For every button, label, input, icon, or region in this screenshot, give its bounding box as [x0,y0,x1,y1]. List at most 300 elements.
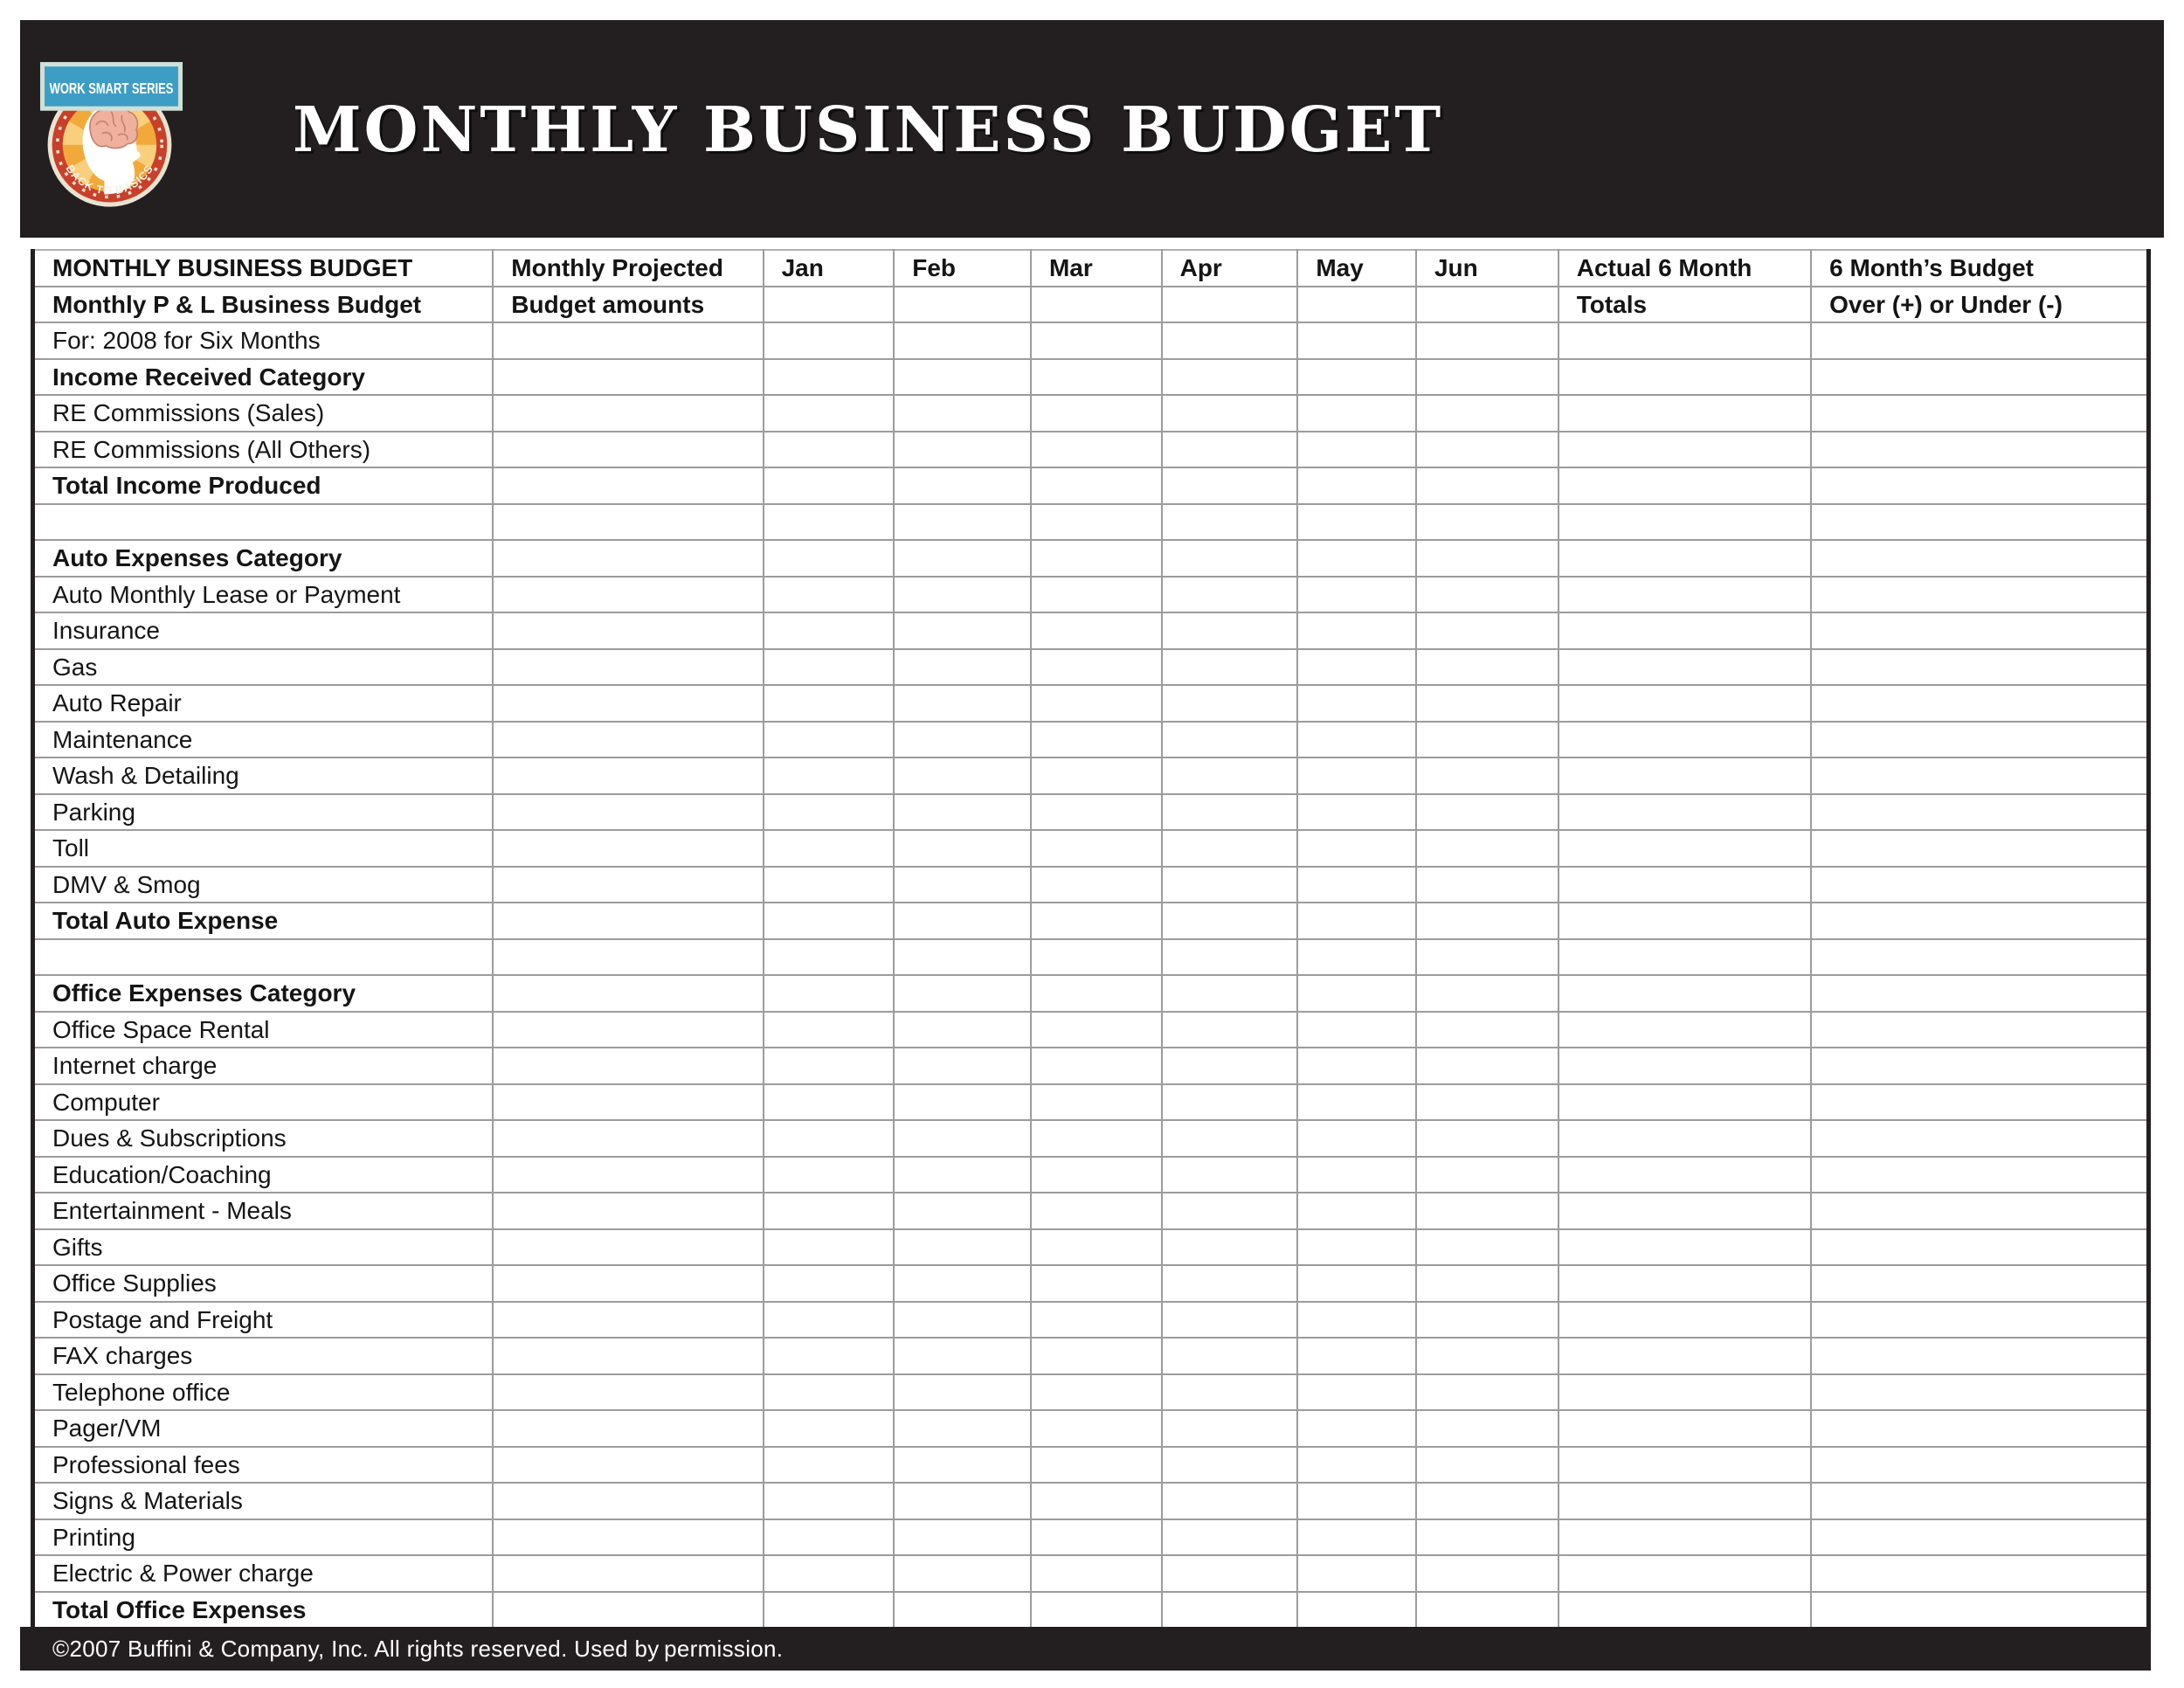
data-cell [1162,867,1298,903]
data-cell [894,867,1031,903]
data-cell [493,722,763,758]
row-label-cell: Gas [33,649,494,686]
data-cell [1162,1555,1298,1592]
data-cell [764,1048,895,1084]
data-cell [764,1265,895,1302]
row-label-cell: Gifts [33,1229,494,1266]
data-cell [1162,1483,1298,1519]
data-cell [493,975,763,1012]
data-cell [1031,467,1162,504]
data-cell [894,685,1031,722]
data-cell [493,1084,763,1121]
table-row [33,1447,2149,1484]
data-cell [493,1592,763,1629]
data-cell [1559,540,1811,577]
data-cell [1559,612,1811,649]
data-cell [1162,758,1298,794]
data-cell [1416,649,1559,686]
data-cell [894,1447,1031,1484]
data-cell [1162,395,1298,432]
row-label-cell: Total Office Expenses [33,1592,494,1629]
data-cell [764,867,895,903]
data-cell [1297,504,1416,541]
data-cell [1031,1265,1162,1302]
data-cell [1416,432,1559,468]
data-cell [1559,467,1811,504]
data-cell [1811,432,2148,468]
data-cell [493,1193,763,1229]
data-cell [1559,794,1811,831]
data-cell [1811,1592,2148,1629]
data-cell [1031,1048,1162,1084]
data-cell [764,794,895,831]
data-cell [1559,867,1811,903]
table-row [33,794,2149,831]
data-cell [1297,432,1416,468]
data-cell [1162,1447,1298,1484]
header-row [33,250,2149,287]
data-cell [1559,1555,1811,1592]
data-cell [1559,939,1811,976]
data-cell [894,722,1031,758]
data-cell [1031,758,1162,794]
row-label-cell: Printing [33,1519,494,1556]
data-cell [1811,830,2148,867]
data-cell [1297,1447,1416,1484]
data-cell [1416,1265,1559,1302]
data-cell [493,1519,763,1556]
data-cell [1162,1302,1298,1339]
data-cell [1297,1265,1416,1302]
data-cell [1416,577,1559,613]
row-label-cell: Office Space Rental [33,1012,494,1048]
table-row [33,903,2149,939]
data-cell [764,467,895,504]
column-header-cell [1031,287,1162,323]
data-cell [764,1483,895,1519]
header-row [33,287,2149,323]
data-cell [1031,794,1162,831]
data-cell [1811,612,2148,649]
data-cell [1162,1012,1298,1048]
data-cell [1297,1120,1416,1157]
data-cell [894,467,1031,504]
data-cell [894,1338,1031,1374]
data-cell [1162,903,1298,939]
data-cell [1559,649,1811,686]
data-cell [1811,1229,2148,1266]
data-cell [764,722,895,758]
brain-icon [90,105,138,148]
data-cell [764,395,895,432]
data-cell [1031,1084,1162,1121]
data-cell [764,830,895,867]
page-title: MONTHLY BUSINESS BUDGET [293,92,1444,166]
data-cell [1162,1592,1298,1629]
column-header-cell: Over (+) or Under (-) [1811,287,2148,323]
data-cell [764,975,895,1012]
data-cell [764,1338,895,1374]
column-header-cell: Mar [1031,250,1162,287]
table-row [33,1084,2149,1121]
row-label-cell: Pager/VM [33,1410,494,1447]
data-cell [1559,1338,1811,1374]
data-cell [493,1120,763,1157]
data-cell [493,649,763,686]
data-cell [1031,975,1162,1012]
data-cell [894,1120,1031,1157]
data-cell [1416,1338,1559,1374]
data-cell [493,504,763,541]
data-cell [1416,903,1559,939]
data-cell [493,1229,763,1266]
data-cell [1559,1265,1811,1302]
data-cell [493,794,763,831]
column-header-cell [1416,287,1559,323]
data-cell [1031,685,1162,722]
data-cell [1297,612,1416,649]
data-cell [1297,903,1416,939]
data-cell [1162,975,1298,1012]
row-label-cell: RE Commissions (Sales) [33,395,494,432]
data-cell [1162,685,1298,722]
data-cell [1416,1084,1559,1121]
data-cell [1162,1193,1298,1229]
table-row [33,1555,2149,1592]
data-cell [1162,359,1298,396]
data-cell [1416,612,1559,649]
column-header-cell: 6 Month’s Budget [1811,250,2148,287]
column-header-cell: Apr [1162,250,1298,287]
table-row [33,867,2149,903]
data-cell [1297,685,1416,722]
data-cell [1162,467,1298,504]
table-row [33,1193,2149,1229]
data-cell [1031,1193,1162,1229]
data-cell [1811,1410,2148,1447]
data-cell [1297,794,1416,831]
data-cell [764,1447,895,1484]
data-cell [1162,1084,1298,1121]
data-cell [1811,867,2148,903]
data-cell [764,432,895,468]
data-cell [1031,1592,1162,1629]
table-row [33,504,2149,541]
data-cell [764,649,895,686]
table-row [33,1012,2149,1048]
row-label-cell: FAX charges [33,1338,494,1374]
data-cell [1811,794,2148,831]
row-label-cell: Wash & Detailing [33,758,494,794]
data-cell [764,1084,895,1121]
data-cell [1031,1229,1162,1266]
data-cell [1162,1229,1298,1266]
data-cell [493,1555,763,1592]
column-header-cell: MONTHLY BUSINESS BUDGET [33,250,494,287]
data-cell [493,1410,763,1447]
data-cell [894,395,1031,432]
data-cell [1416,830,1559,867]
table-row [33,758,2149,794]
data-cell [764,1302,895,1339]
data-cell [1297,395,1416,432]
data-cell [493,1374,763,1411]
row-label-cell [33,504,494,541]
data-cell [1559,395,1811,432]
data-cell [1162,649,1298,686]
data-cell [493,1302,763,1339]
data-cell [894,577,1031,613]
row-label-cell: DMV & Smog [33,867,494,903]
row-label-cell: Auto Repair [33,685,494,722]
data-cell [1031,577,1162,613]
data-cell [1031,322,1162,359]
data-cell [1297,758,1416,794]
row-label-cell: Auto Monthly Lease or Payment [33,577,494,613]
data-cell [1162,577,1298,613]
row-label-cell: Internet charge [33,1048,494,1084]
data-cell [1811,649,2148,686]
data-cell [1416,1447,1559,1484]
data-cell [764,612,895,649]
footer-bar [20,1627,2151,1671]
data-cell [894,1410,1031,1447]
data-cell [1559,685,1811,722]
data-cell [1297,1592,1416,1629]
data-cell [1416,794,1559,831]
arc-text: BACK TO BASICS [63,162,156,197]
data-cell [1162,1048,1298,1084]
data-cell [764,540,895,577]
data-cell [493,685,763,722]
data-cell [1297,540,1416,577]
table-row [33,722,2149,758]
data-cell [1811,322,2148,359]
data-cell [1559,1012,1811,1048]
data-cell [1031,1483,1162,1519]
data-cell [1811,540,2148,577]
data-cell [1162,794,1298,831]
data-cell [493,1048,763,1084]
column-header-cell: Monthly P & L Business Budget [33,287,494,323]
column-header-cell: Budget amounts [493,287,763,323]
table-row [33,359,2149,396]
data-cell [1416,540,1559,577]
row-label-cell: Dues & Subscriptions [33,1120,494,1157]
data-cell [1416,1302,1559,1339]
data-cell [1416,504,1559,541]
banner-text: WORK SMART SERIES [49,79,174,97]
data-cell [1811,577,2148,613]
data-cell [1811,758,2148,794]
row-label-cell: Office Expenses Category [33,975,494,1012]
data-cell [493,903,763,939]
data-cell [493,1265,763,1302]
data-cell [1297,830,1416,867]
data-cell [1416,1229,1559,1266]
row-label-cell: Total Auto Expense [33,903,494,939]
data-cell [1162,432,1298,468]
row-label-cell [33,939,494,976]
data-cell [1559,903,1811,939]
work-smart-series-banner [43,64,181,108]
data-cell [1811,903,2148,939]
column-header-cell: Jan [764,250,895,287]
data-cell [1031,1410,1162,1447]
data-cell [1811,1555,2148,1592]
data-cell [1297,1338,1416,1374]
data-cell [1162,1374,1298,1411]
data-cell [1297,722,1416,758]
data-cell [493,867,763,903]
data-cell [894,1048,1031,1084]
data-cell [764,903,895,939]
data-cell [894,1229,1031,1266]
data-cell [894,1265,1031,1302]
data-cell [764,685,895,722]
table-row [33,467,2149,504]
data-cell [1559,359,1811,396]
data-cell [1416,1519,1559,1556]
data-cell [1559,577,1811,613]
data-cell [493,612,763,649]
data-cell [894,1012,1031,1048]
data-cell [894,939,1031,976]
data-cell [1031,540,1162,577]
data-cell [1559,975,1811,1012]
data-cell [1162,939,1298,976]
data-cell [764,1012,895,1048]
data-cell [894,758,1031,794]
header-bar [20,20,2164,238]
data-cell [1811,1483,2148,1519]
row-label-cell: Income Received Category [33,359,494,396]
data-cell [764,359,895,396]
column-header-cell [1162,287,1298,323]
row-label-cell: Toll [33,830,494,867]
column-header-cell: Feb [894,250,1031,287]
data-cell [1416,867,1559,903]
table-row [33,1157,2149,1193]
data-cell [493,1447,763,1484]
data-cell [764,939,895,976]
data-cell [1297,649,1416,686]
data-cell [1031,1338,1162,1374]
data-cell [1416,1048,1559,1084]
data-cell [1162,1338,1298,1374]
data-cell [1162,830,1298,867]
column-header-cell: Totals [1559,287,1811,323]
data-cell [894,903,1031,939]
data-cell [1162,1519,1298,1556]
table-row [33,649,2149,686]
data-cell [1162,1265,1298,1302]
column-header-cell: Actual 6 Month [1559,250,1811,287]
data-cell [1811,395,2148,432]
table-row [33,612,2149,649]
copyright-text: ©2007 Buffini & Company, Inc. All rights reserved. Used by permission. [52,1635,784,1662]
data-cell [1559,1410,1811,1447]
data-cell [1416,722,1559,758]
data-cell [1031,939,1162,976]
data-cell [1162,1410,1298,1447]
data-cell [1811,504,2148,541]
column-header-cell: May [1297,250,1416,287]
data-cell [1297,1229,1416,1266]
data-cell [1297,1410,1416,1447]
data-cell [1811,1157,2148,1193]
data-cell [1031,1555,1162,1592]
row-label-cell: RE Commissions (All Others) [33,432,494,468]
data-cell [894,432,1031,468]
data-cell [1811,1012,2148,1048]
data-cell [1416,1374,1559,1411]
data-cell [493,432,763,468]
data-cell [894,1374,1031,1411]
data-cell [1031,1519,1162,1556]
data-cell [1297,975,1416,1012]
table-row [33,830,2149,867]
table-row [33,1374,2149,1411]
data-cell [764,1555,895,1592]
data-cell [1811,685,2148,722]
data-cell [1162,540,1298,577]
table-row [33,1338,2149,1374]
data-cell [1559,722,1811,758]
badge-icon [39,25,183,233]
data-cell [1031,1374,1162,1411]
data-cell [764,1229,895,1266]
data-cell [1416,1410,1559,1447]
data-cell [1297,1483,1416,1519]
row-label-cell: Insurance [33,612,494,649]
data-cell [1559,1374,1811,1411]
data-cell [894,612,1031,649]
data-cell [1416,467,1559,504]
data-cell [1297,1374,1416,1411]
data-cell [1162,504,1298,541]
data-cell [493,830,763,867]
data-cell [1811,1519,2148,1556]
data-cell [1559,1193,1811,1229]
table-row [33,540,2149,577]
data-cell [1811,939,2148,976]
budget-table [31,249,2151,1629]
data-cell [1031,612,1162,649]
data-cell [894,1302,1031,1339]
data-cell [764,322,895,359]
table-row [33,395,2149,432]
data-cell [894,1084,1031,1121]
data-cell [1031,903,1162,939]
row-label-cell: Education/Coaching [33,1157,494,1193]
data-cell [1297,1157,1416,1193]
data-cell [764,1157,895,1193]
data-cell [894,1519,1031,1556]
data-cell [1811,467,2148,504]
data-cell [1416,359,1559,396]
data-cell [1297,867,1416,903]
budget-table-wrap [31,249,2151,1629]
data-cell [1416,1120,1559,1157]
row-label-cell: Postage and Freight [33,1302,494,1339]
data-cell [1031,867,1162,903]
data-cell [493,577,763,613]
data-cell [894,1157,1031,1193]
data-cell [894,1193,1031,1229]
row-label-cell: Computer [33,1084,494,1121]
data-cell [1297,1193,1416,1229]
